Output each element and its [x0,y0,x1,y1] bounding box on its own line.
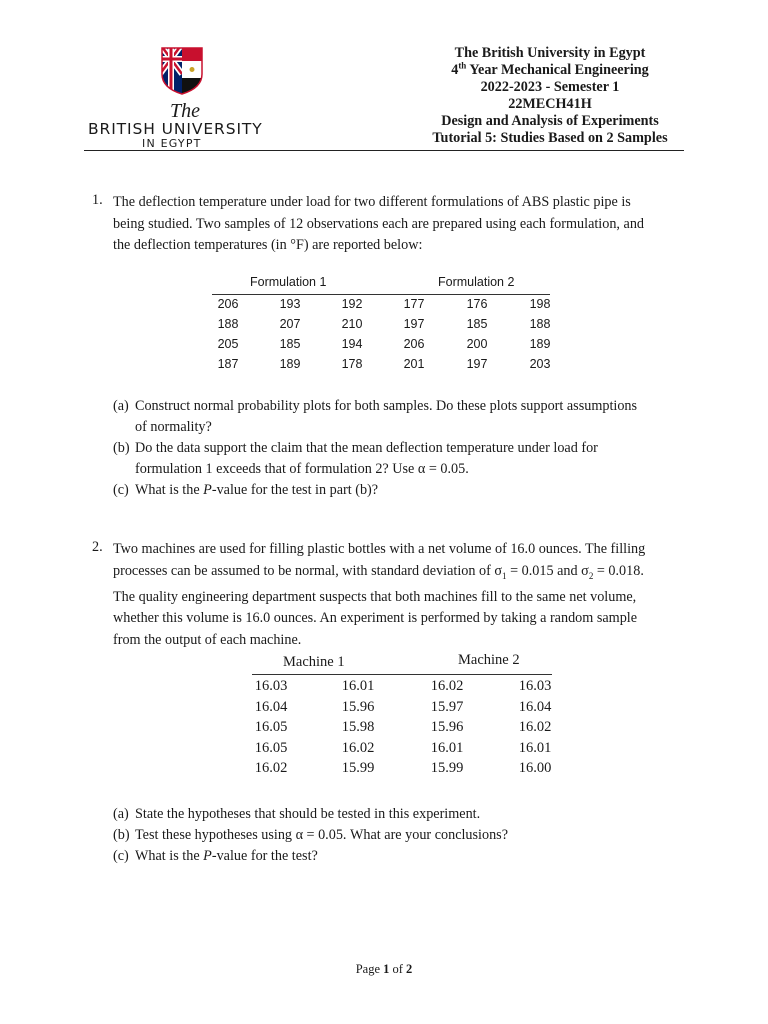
header-course-title: Design and Analysis of Experiments [441,113,659,129]
table-cell: 210 [341,317,363,331]
table-rule [212,294,550,295]
table-header-machine-1: Machine 1 [283,654,345,670]
table-cell: 201 [403,357,425,371]
table-cell: 16.01 [518,739,552,756]
table-cell: 16.02 [518,719,552,735]
table-cell: 16.04 [254,698,288,715]
table-cell: 185 [279,337,301,351]
table-cell: 16.02 [430,678,464,694]
table-header-formulation-1: Formulation 1 [250,275,327,289]
q2-line: Two machines are used for filling plastic bottles with a net volume of 16.0 ounces. The filling [113,541,646,557]
table-cell: 203 [529,357,551,371]
table-header-machine-2: Machine 2 [458,652,520,668]
q2-line: from the output of each machine. [113,631,302,648]
q1-part-c: (c) What is the P-value for the test in part (b)? [113,482,379,498]
q2-part-b: (b) Test these hypotheses using α = 0.05. What are your conclusions? [113,827,508,843]
table-cell: 16.02 [254,760,288,776]
table-cell: 178 [341,357,363,371]
table-cell: 188 [217,317,239,331]
table-cell: 207 [279,317,301,331]
table-cell: 16.04 [518,698,552,715]
shield-flag-icon [160,44,204,96]
table-cell: 15.98 [341,719,375,735]
table-cell: 176 [466,297,488,311]
table-cell: 16.03 [518,678,552,694]
q2-line: whether this volume is 16.0 ounces. An experiment is performed by taking a random sample [113,610,638,627]
table-cell: 192 [341,297,363,311]
table-cell: 16.01 [341,678,375,694]
table-cell: 15.99 [430,760,464,776]
table-cell: 16.02 [341,739,375,756]
document-header [395,45,705,147]
table-cell: 16.05 [254,719,288,735]
q2-number: 2. [92,539,103,555]
q2-line: The quality engineering department suspects that both machines fill to the same net volume, [113,588,637,605]
table-header-formulation-2: Formulation 2 [438,275,515,289]
table-cell: 206 [403,337,425,351]
header-course-code: 22MECH41H [508,96,592,112]
table-cell: 194 [341,337,363,351]
table-cell: 206 [217,297,239,311]
header-tutorial-title: Tutorial 5: Studies Based on 2 Samples [432,130,668,146]
q1-part-b: (b) Do the data support the claim that the mean deflection temperature under load for formulation 1 exceeds that of formulation 2? Use α = 0.05. [113,440,598,477]
logo-text-the: The [170,100,200,122]
page-footer: Page 1 of 2 [355,962,413,976]
table-cell: 205 [217,337,239,351]
table-cell: 16.03 [254,678,288,694]
table-cell: 187 [217,357,239,371]
q2-line: processes can be assumed to be normal, with standard deviation of $\sigma_1 = 0.015$ and $\sigma_2 = 0.018$. [113,562,644,581]
logo-text-british-university: BRITISH UNIVERSITY [88,120,263,138]
table-cell: 15.96 [341,698,375,715]
header-divider [84,150,684,151]
q1-line: the deflection temperatures (in °F) are reported below: [113,237,423,253]
q2-part-c: (c) What is the P-value for the test? [113,848,318,864]
header-year: 4th Year Mechanical Engineering [451,60,649,78]
logo-text-in-egypt: IN EGYPT [142,137,202,150]
table-cell: 189 [529,337,551,351]
table-cell: 15.97 [430,698,464,715]
table-cell: 177 [403,297,425,311]
q1-line: The deflection temperature under load for two different formulations of ABS plastic pipe is [113,194,631,210]
q2-part-a: (a) State the hypotheses that should be tested in this experiment. [113,806,481,822]
table-cell: 189 [279,357,301,371]
table-cell: 16.01 [430,739,464,756]
table-cell: 16.05 [254,739,288,756]
q2-text [113,539,703,651]
table-cell: 188 [529,317,551,331]
q1-number: 1. [92,192,103,208]
table-cell: 193 [279,297,301,311]
table-rule [252,674,552,675]
header-academic-year: 2022-2023 - Semester 1 [480,79,620,95]
table-cell: 198 [529,297,551,311]
header-university: The British University in Egypt [454,45,646,61]
q1-text [113,192,693,257]
table-cell: 15.96 [430,719,464,735]
q1-line: being studied. Two samples of 12 observations each are prepared using each formulation, and [113,215,645,232]
table-cell: 16.00 [518,760,552,776]
table-cell: 185 [466,317,488,331]
table-cell: 200 [466,337,488,351]
q1-part-a: (a) Construct normal probability plots for both samples. Do these plots support assumptions of normality? [113,398,638,435]
table-cell: 15.99 [341,760,375,776]
table-cell: 197 [403,317,425,331]
table-cell: 197 [466,357,488,371]
